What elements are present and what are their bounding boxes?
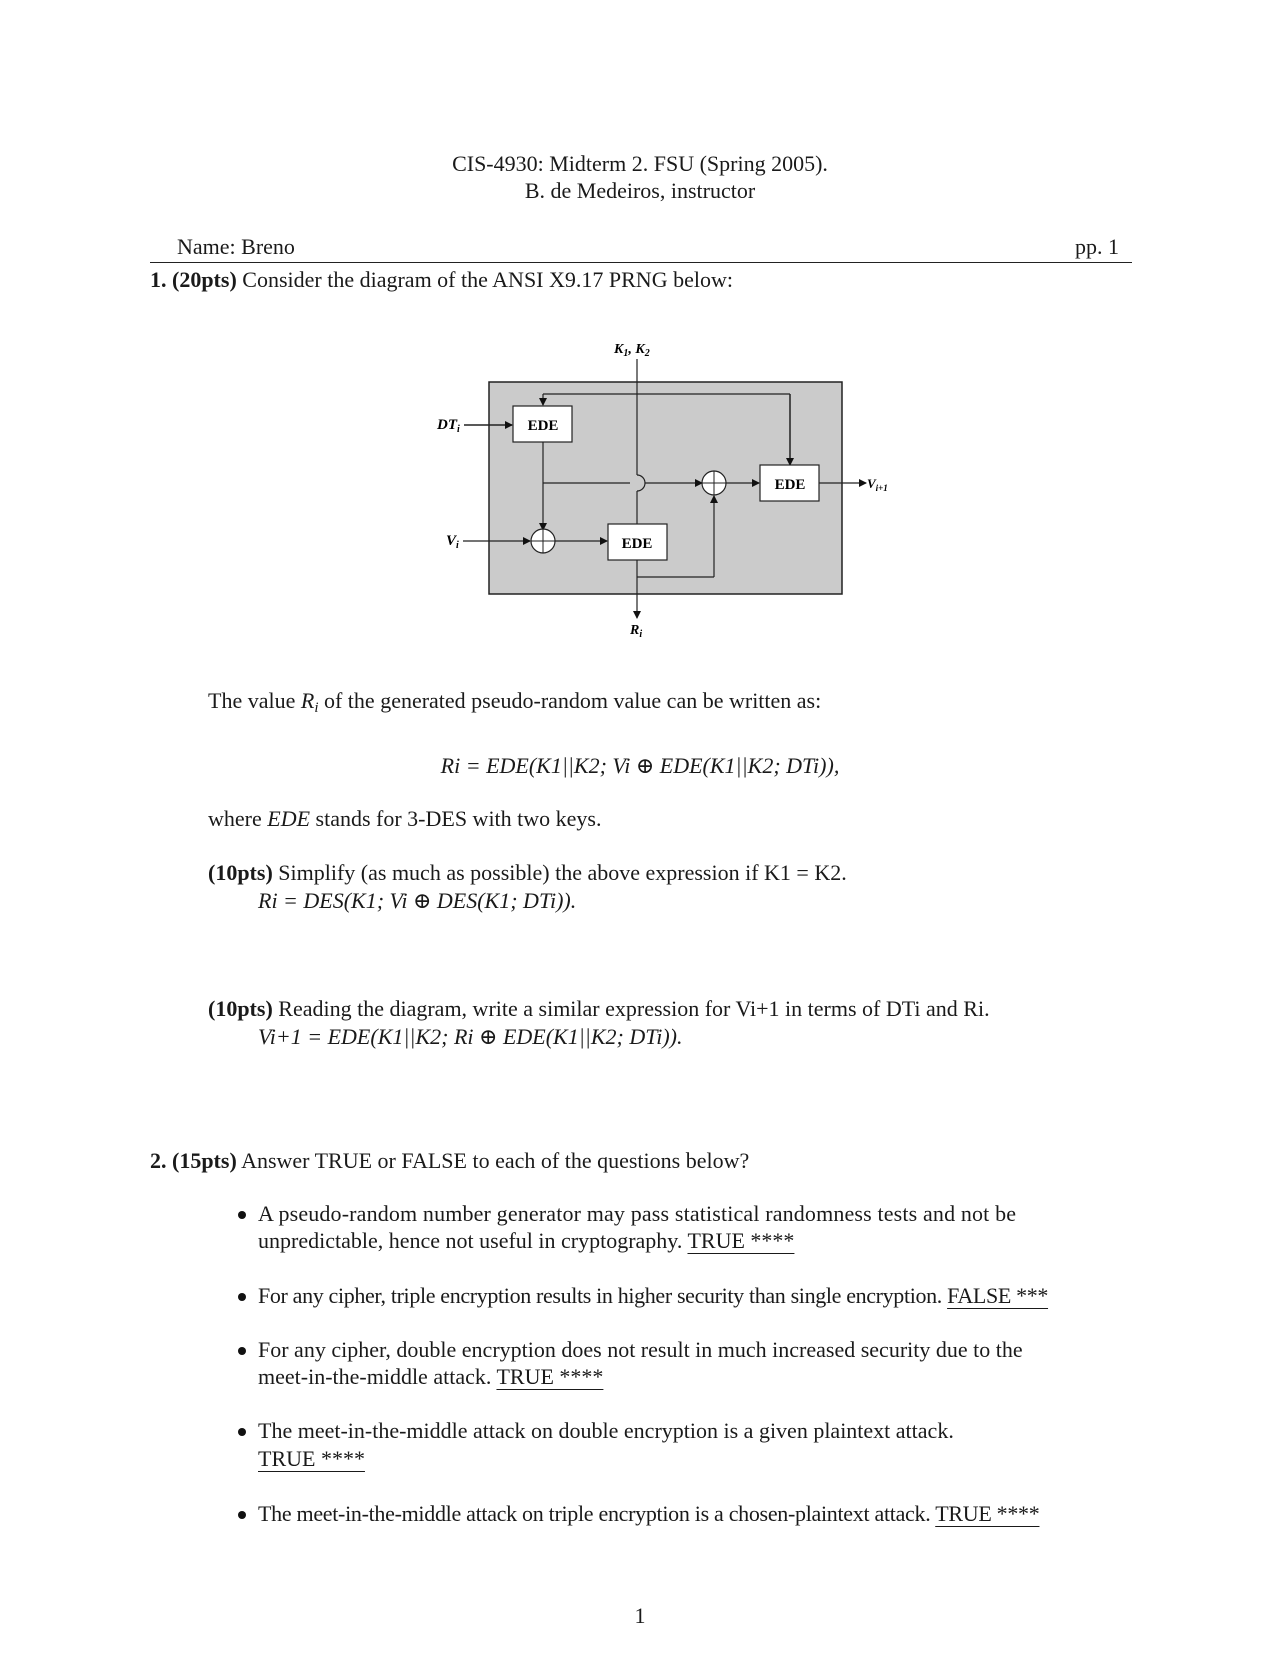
bullet-icon (238, 1293, 246, 1301)
tf-item-4-line1: The meet-in-the-middle attack on double encryption is a given plaintext attack. (258, 1418, 954, 1443)
question-points: (20pts) (172, 267, 237, 292)
svg-text:K1, K2: $K_1$, $K_2$ (614, 342, 650, 359)
ede-box-2: EDE (621, 536, 653, 552)
instructor-line: B. de Medeiros, instructor (524, 178, 756, 203)
r-formula: Ri = EDE(K1||K2; Vi ⊕ EDE(K1||K2; DTi)), (440, 753, 840, 778)
tf-item-1-line2: unpredictable, hence not useful in cryptography. TRUE **** (258, 1228, 795, 1253)
bullet-icon (238, 1428, 246, 1436)
r-intro: The value $R_i$ of the generated pseudo-random value can be written as: (208, 688, 822, 716)
svg-text:Vi+1: $V_{i+1}$ (867, 476, 888, 493)
question-1-heading (150, 266, 733, 293)
bullet-icon (238, 1511, 246, 1519)
tf-answer: TRUE **** (258, 1446, 365, 1471)
ansi-x917-prng-diagram (420, 330, 900, 640)
tf-item-4-line2 (258, 1445, 365, 1472)
tf-answer: TRUE **** (935, 1501, 1040, 1526)
tf-answer: TRUE **** (687, 1228, 795, 1253)
svg-text:DTi: $DT_i$ (437, 417, 460, 435)
ede-definition: where EDE stands for 3-DES with two keys. (208, 806, 602, 831)
page-label: pp. 1 (1075, 234, 1119, 259)
ede-box-3: EDE (774, 477, 806, 493)
svg-text:Ri: $R_i$ (630, 623, 643, 640)
question-prompt: Consider the diagram of the ANSI X9.17 PRNG below: (242, 267, 733, 292)
part-a-prompt: (10pts) Simplify (as much as possible) the above expression if K1 = K2. (208, 860, 847, 885)
part-a-answer: Ri = DES(K1; Vi ⊕ DES(K1; DTi)). (258, 888, 577, 913)
page-number: 1 (634, 1603, 646, 1628)
part-b-answer: Vi+1 = EDE(K1||K2; Ri ⊕ EDE(K1||K2; DTi)). (258, 1024, 683, 1049)
bullet-icon (238, 1211, 246, 1219)
bullet-icon (238, 1347, 246, 1355)
header-rule (150, 262, 1132, 263)
part-b-prompt: (10pts) Reading the diagram, write a similar expression for Vi+1 in terms of DTi and Ri. (208, 996, 990, 1021)
tf-item-3-line1: For any cipher, double encryption does not result in much increased security due to the (258, 1337, 1023, 1362)
tf-answer: TRUE **** (496, 1364, 604, 1389)
exam-title: CIS-4930: Midterm 2. FSU (Spring 2005). (452, 151, 828, 176)
tf-item-1-line1: A pseudo-random number generator may pass statistical randomness tests and not be (258, 1201, 1017, 1226)
tf-answer: FALSE *** (947, 1283, 1049, 1308)
question-number: 1. (150, 267, 167, 292)
question-2-heading: 2. (15pts) Answer TRUE or FALSE to each of the questions below? (150, 1148, 750, 1173)
tf-item-5: The meet-in-the-middle attack on triple encryption is a chosen-plaintext attack. TRUE **** (258, 1501, 1040, 1526)
svg-text:Vi: $V_i$ (446, 533, 459, 551)
student-name: Name: Breno (177, 234, 295, 259)
tf-item-3-line2: meet-in-the-middle attack. TRUE **** (258, 1364, 604, 1389)
ede-box-1: EDE (527, 418, 559, 434)
tf-item-2: For any cipher, triple encryption results in higher security than single encryption. FALSE *** (258, 1283, 1049, 1308)
